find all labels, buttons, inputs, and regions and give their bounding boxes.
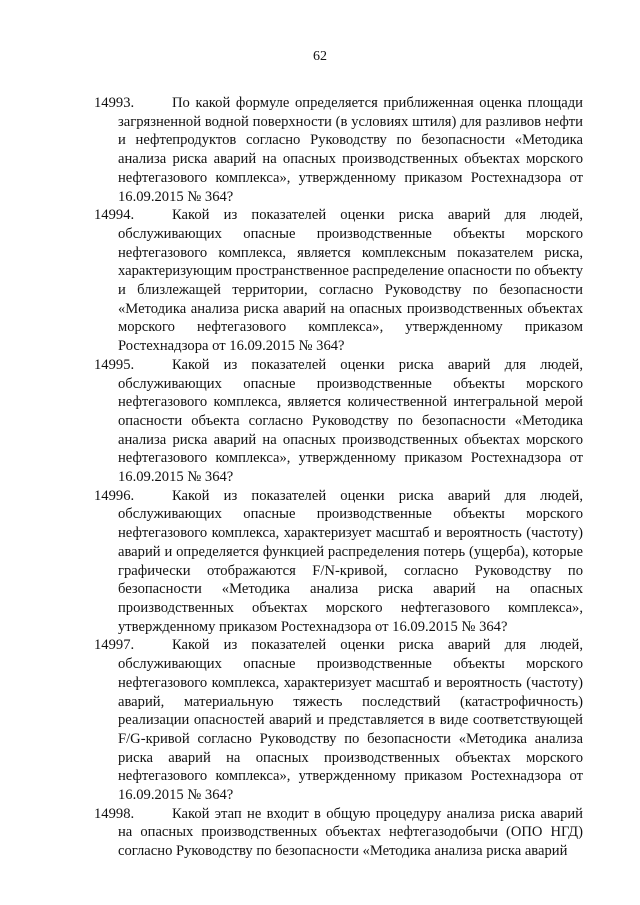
question-number: 14995. [94,356,135,373]
question-item [94,356,583,487]
page-number: 62 [313,49,327,64]
question-number: 14997. [94,637,135,654]
question-text: Какой из показателей оценки риска аварий для людей, обслуживающих опасные производственные объекты морского нефтегазового комплекса, является количественной интегральной мерой опасности объекта согласно Руководству по безопасности «Методика анализа риска аварий на опасных производственных объектах морского нефтегазового комплекса», утвержденному приказом Ростехнадзора от 16.09.2015 № 364? [118,356,583,486]
question-item [94,805,583,861]
question-number: 14998. [94,805,135,822]
question-number: 14993. [94,95,135,111]
question-item [94,487,583,637]
question-text: По какой формуле определяется приближенная оценка площади загрязненной водной поверхности (в условиях штиля) для разливов нефти и нефтепродуктов согласно Руководству по безопасности «Методика анализа риска аварий на опасных производственных объектах морского нефтегазового комплекса», утвержденному приказом Ростехнадзора от 16.09.2015 № 364? [118,95,583,205]
question-number: 14996. [94,487,135,504]
question-text: Какой из показателей оценки риска аварий для людей, обслуживающих опасные производственные объекты морского нефтегазового комплекса, характеризует масштаб и вероятность (частоту) аварий и определяется функцией распределения потерь (ущерба), которые графически отображаются F/N-кривой, согласно Руководству по безопасности «Методика анализа риска аварий на опасных производственных объектах морского нефтегазового комплекса», утвержденному приказом Ростехнадзора от 16.09.2015 № 364? [118,487,583,635]
question-list [94,94,583,861]
question-item [94,206,583,356]
question-text: Какой из показателей оценки риска аварий для людей, обслуживающих опасные производственные объекты морского нефтегазового комплекса, характеризует масштаб и вероятность (частоту) аварий, материальную тяжесть последствий (катастрофичность) реализации опасностей аварий и представляется в виде соответствующей F/G-кривой согласно Руководству по безопасности «Методика анализа риска аварий на опасных производственных объектах морского нефтегазового комплекса», утвержденному приказом Ростехнадзора от 16.09.2015 № 364? [118,637,583,804]
question-item [94,636,583,804]
question-item [94,94,583,206]
question-text: Какой из показателей оценки риска аварий для людей, обслуживающих опасные производственные объекты морского нефтегазового комплекса, является комплексным показателем риска, характеризующим пространственное распределение опасности по объекту и близлежащей территории, согласно Руководству по безопасности «Методика анализа риска аварий на опасных производственных объектах морского нефтегазового комплекса», утвержденному приказом Ростехнадзора от 16.09.2015 № 364? [118,207,583,355]
question-text: Какой этап не входит в общую процедуру анализа риска аварий на опасных производственных объектах нефтегазодобычи (ОПО НГД) согласно Руководству по безопасности «Методика анализа риска аварий [118,805,583,860]
question-number: 14994. [94,207,135,224]
